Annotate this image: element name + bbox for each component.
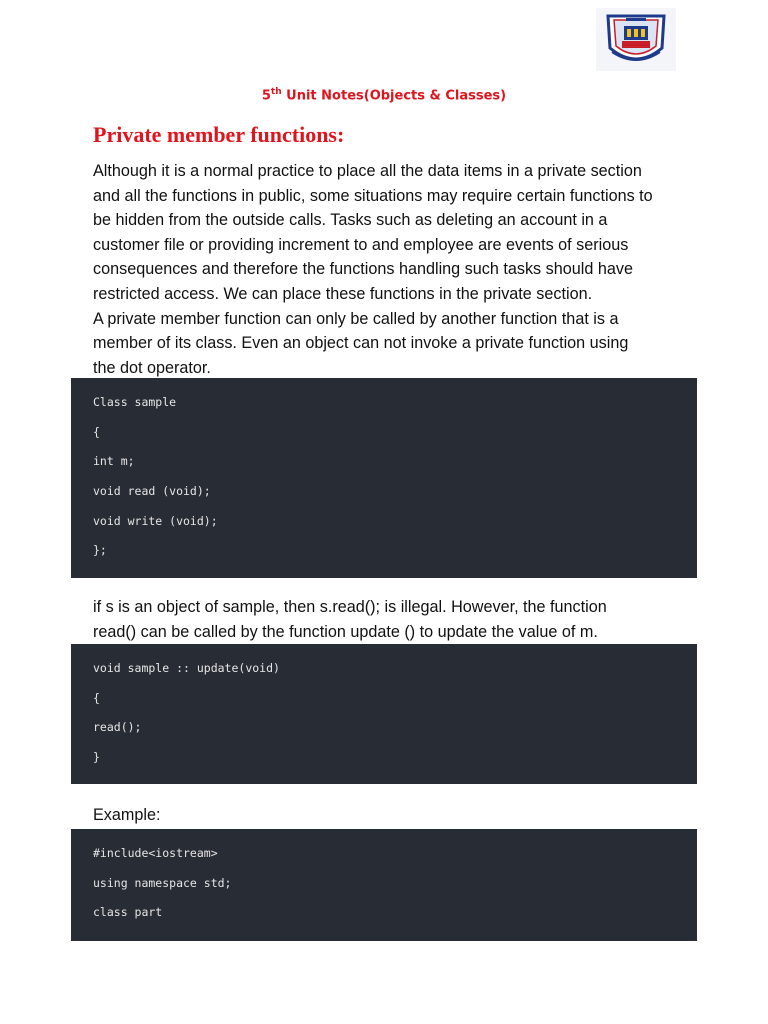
unit-title-text: Unit Notes(Objects & Classes): [281, 88, 507, 104]
code-line: void write (void);: [93, 513, 218, 528]
code-line: class part: [93, 905, 163, 920]
paragraph-line: member of its class. Even an object can not invoke a private function using: [93, 334, 629, 353]
code-line: void sample :: update(void): [93, 661, 280, 675]
paragraph-line: consequences and therefore the functions handling such tasks should have: [93, 260, 633, 279]
code-block-example: [71, 829, 697, 941]
code-line: read();: [93, 720, 142, 735]
code-line: Class sample: [93, 395, 177, 409]
code-line: using namespace std;: [93, 875, 232, 890]
paragraph-line: Although it is a normal practice to place all the data items in a private section: [93, 162, 642, 180]
example-label: Example:: [93, 806, 161, 824]
code-line: }: [93, 750, 100, 765]
code-block-update: [71, 644, 697, 784]
paragraph-line: A private member function can only be called by another function that is a: [93, 309, 619, 328]
paragraph-line: read() can be called by the function update () to update the value of m.: [93, 622, 598, 641]
code-line: int m;: [93, 454, 135, 469]
unit-title: [0, 87, 768, 103]
section-heading: Private member functions:: [93, 122, 345, 147]
paragraph-illegal-call: [93, 595, 693, 644]
institution-logo: [596, 8, 676, 71]
code-line: {: [93, 690, 100, 705]
paragraph-line: customer file or providing increment to and employee are events of serious: [93, 235, 629, 254]
paragraph-private-functions: [93, 159, 693, 380]
code-block-class-sample: [71, 378, 697, 578]
paragraph-line: restricted access. We can place these functions in the private section.: [93, 284, 593, 303]
unit-number: 5: [261, 88, 271, 104]
code-line: };: [93, 543, 107, 558]
code-line: #include<iostream>: [93, 846, 218, 860]
paragraph-line: be hidden from the outside calls. Tasks such as deleting an account in a: [93, 211, 608, 230]
paragraph-line: the dot operator.: [93, 358, 211, 377]
paragraph-line: and all the functions in public, some situations may require certain functions to: [93, 186, 653, 205]
code-line: void read (void);: [93, 484, 211, 499]
unit-number-suffix: th: [270, 87, 282, 97]
code-line: {: [93, 424, 100, 439]
paragraph-line: if s is an object of sample, then s.read(); is illegal. However, the function: [93, 598, 607, 616]
